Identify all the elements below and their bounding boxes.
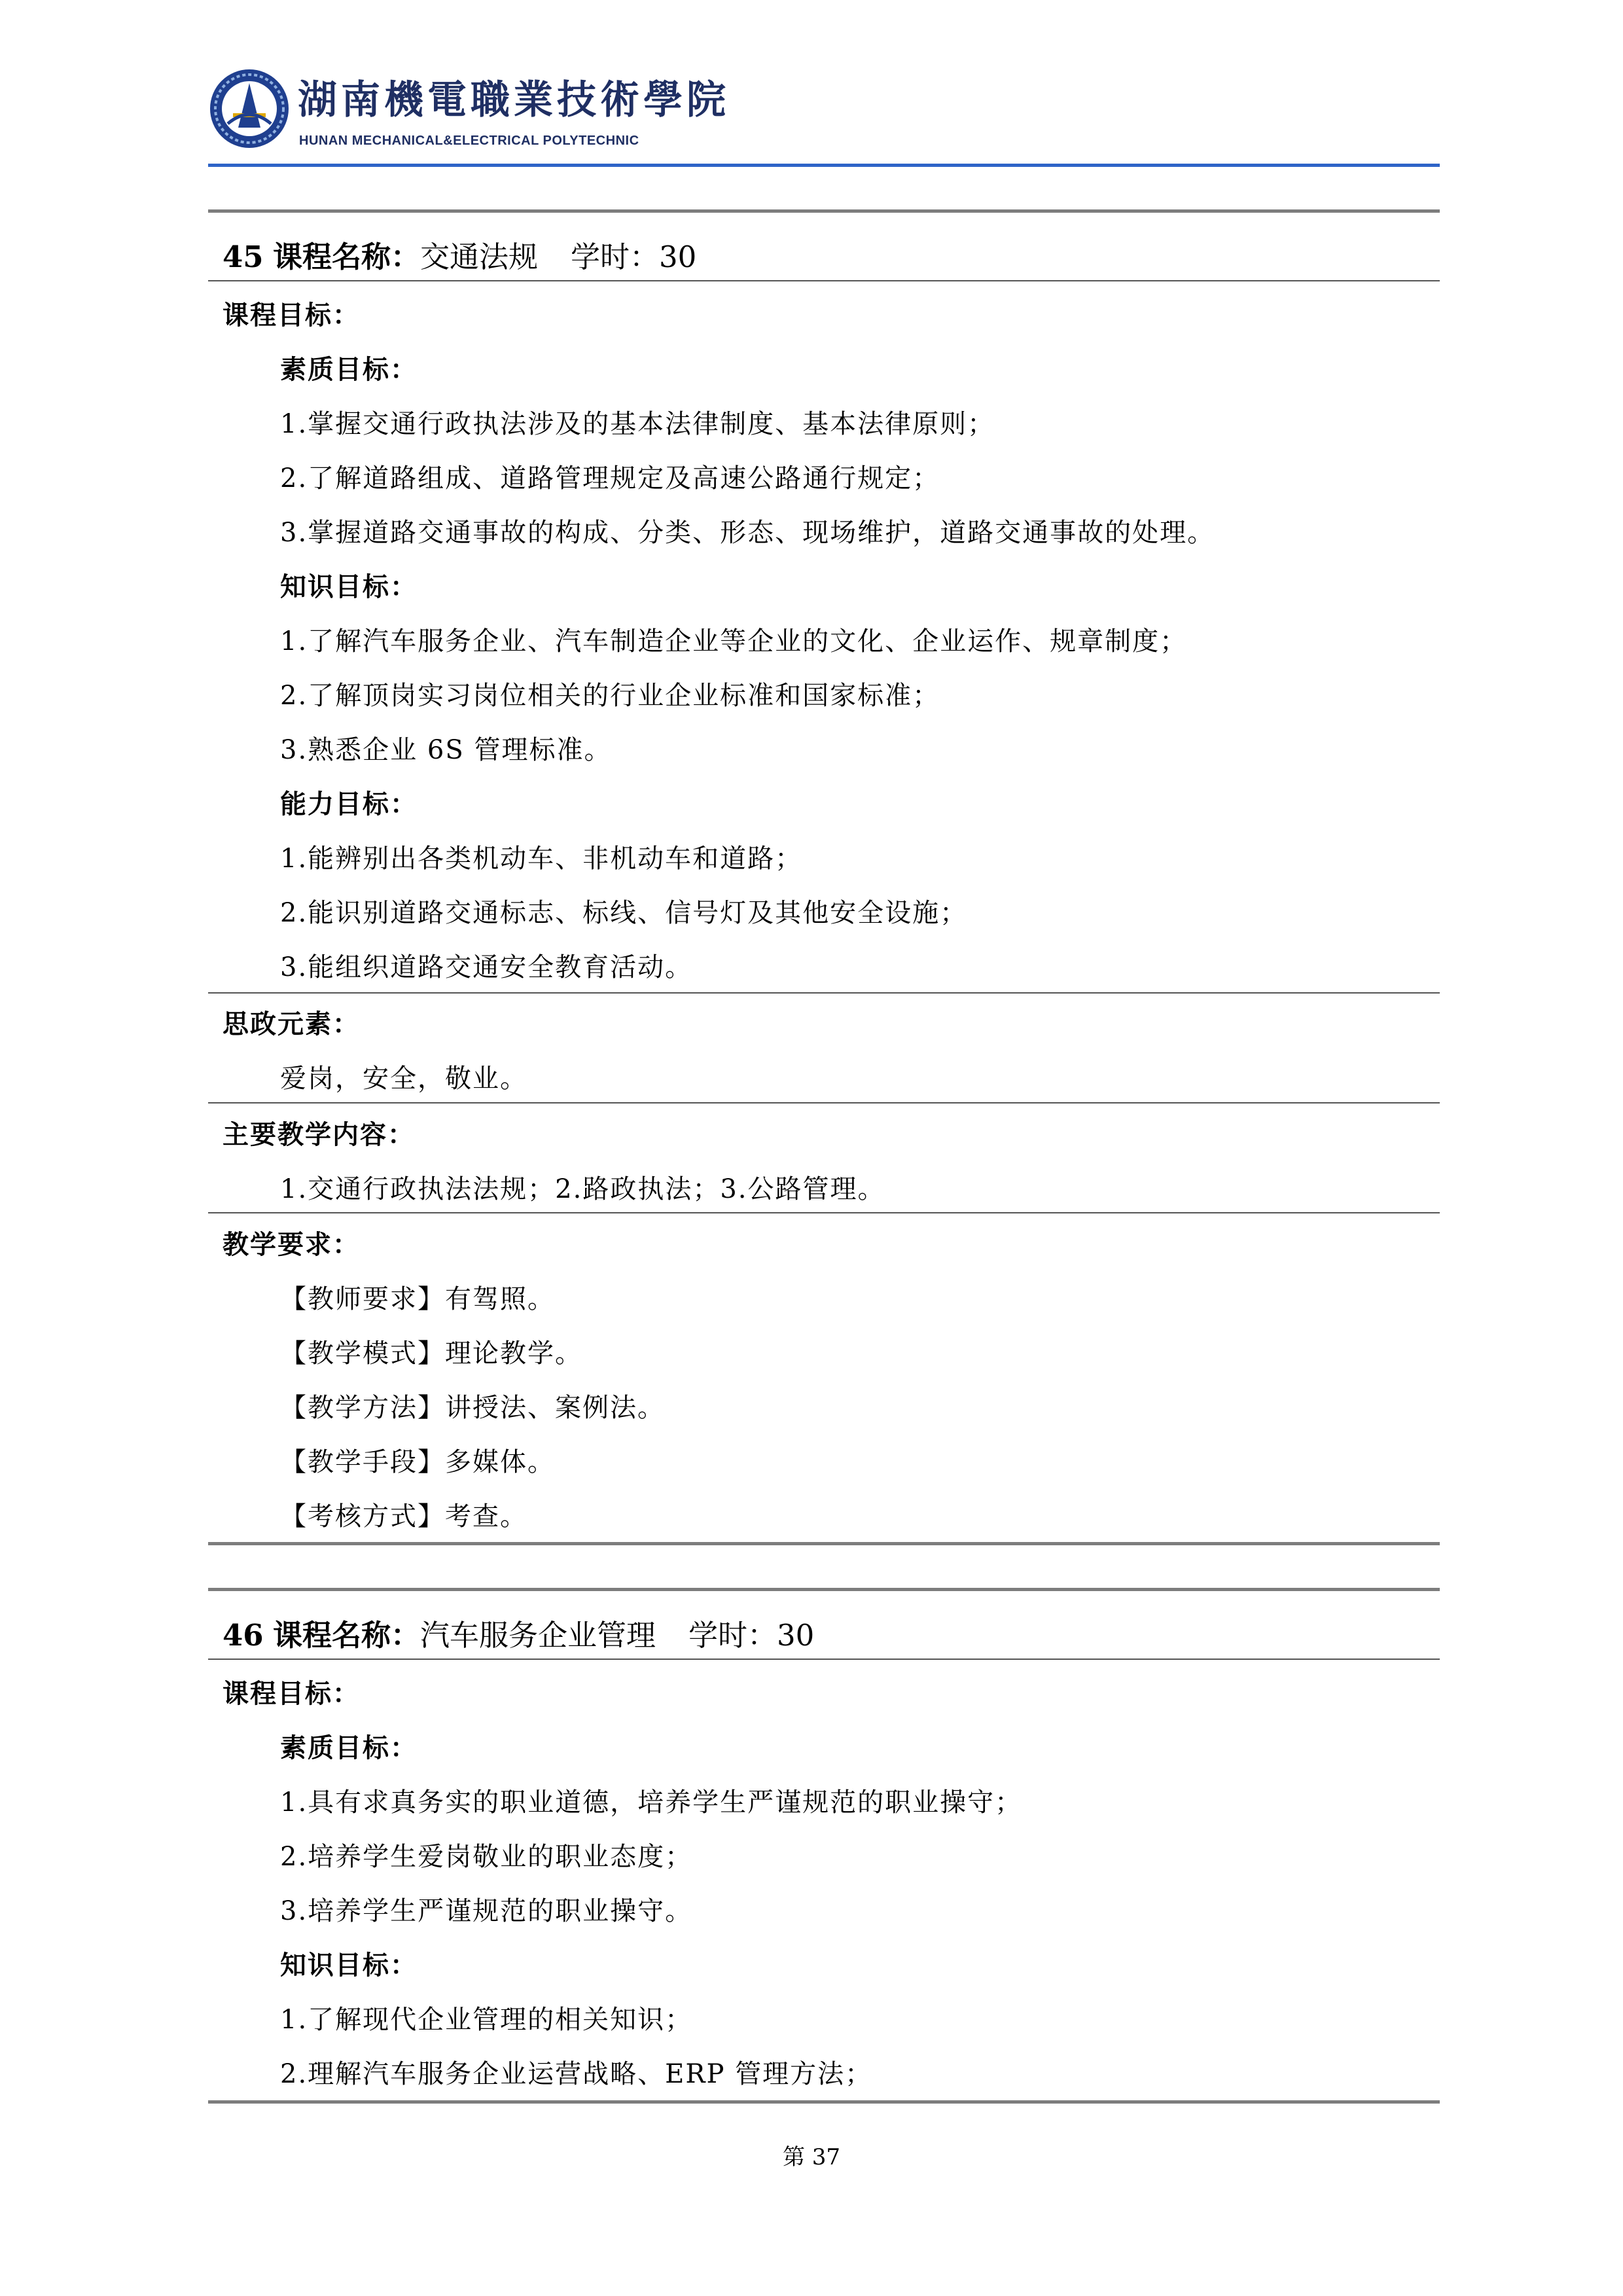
quality-goal-item: 3.掌握道路交通事故的构成、分类、形态、现场维护，道路交通事故的处理。 (280, 518, 1215, 548)
course-name: 汽车服务企业管理 (419, 1618, 656, 1653)
course-name-label: 课程名称： (272, 1618, 420, 1653)
knowledge-goal-item: 2.理解汽车服务企业运营战略、ERP 管理方法； (280, 2059, 873, 2089)
ability-goal-item: 3.能组织道路交通安全教育活动。 (280, 952, 693, 982)
teaching-requirement-item: 【考核方式】考查。 (280, 1501, 527, 1532)
school-name-en: HUNAN MECHANICAL&ELECTRICAL POLYTECHNIC (299, 134, 639, 148)
quality-goal-item: 2.了解道路组成、道路管理规定及高速公路通行规定； (280, 463, 940, 493)
course-bottom-rule (208, 1542, 1440, 1545)
header-rule (208, 164, 1440, 167)
ability-goal-item: 2.能识别道路交通标志、标线、信号灯及其他安全设施； (280, 898, 968, 928)
course-hours-label: 学时： (688, 1618, 777, 1653)
course-number: 45 (223, 240, 264, 274)
course-name: 交通法规 (419, 240, 538, 274)
knowledge-goals-heading: 知识目标： (280, 1950, 418, 1981)
course-name-label: 课程名称： (272, 240, 420, 274)
quality-goal-item: 2.培养学生爱岗敬业的职业态度； (280, 1842, 693, 1872)
school-name-cn: 湖南機電職業技術學院 (298, 77, 730, 123)
page-number: 第 37 (782, 2144, 841, 2170)
section-rule (208, 1102, 1440, 1103)
teaching-requirement-item: 【教学手段】多媒体。 (280, 1447, 555, 1477)
quality-goal-item: 1.具有求真务实的职业道德，培养学生严谨规范的职业操守； (280, 1787, 1023, 1818)
ability-goals-heading: 能力目标： (280, 789, 418, 819)
quality-goal-item: 1.掌握交通行政执法涉及的基本法律制度、基本法律原则； (280, 409, 995, 439)
teaching-requirement-item: 【教师要求】有驾照。 (280, 1284, 555, 1314)
course-goals-heading: 课程目标： (223, 1678, 360, 1709)
quality-goals-heading: 素质目标： (280, 354, 418, 385)
course-bottom-rule (208, 2100, 1440, 2104)
teaching-requirement-item: 【教学方法】讲授法、案例法。 (280, 1393, 665, 1423)
course-top-rule (208, 209, 1440, 213)
course-top-rule (208, 1588, 1440, 1591)
course-goals-heading: 课程目标： (223, 300, 360, 331)
ideology-text: 爱岗，安全，敬业。 (280, 1064, 527, 1094)
knowledge-goal-item: 3.熟悉企业 6S 管理标准。 (280, 735, 612, 765)
course-title-line (223, 234, 696, 280)
teaching-requirements-heading: 教学要求： (223, 1229, 360, 1260)
section-rule (208, 1212, 1440, 1213)
teaching-requirement-item: 【教学模式】理论教学。 (280, 1338, 582, 1369)
ideology-heading: 思政元素： (223, 1009, 360, 1039)
quality-goals-heading: 素质目标： (280, 1732, 418, 1763)
teaching-content-text: 1.交通行政执法法规；2.路政执法；3.公路管理。 (280, 1174, 885, 1204)
section-rule (208, 280, 1440, 281)
knowledge-goals-heading: 知识目标： (280, 571, 418, 602)
knowledge-goal-item: 1.了解汽车服务企业、汽车制造企业等企业的文化、企业运作、规章制度； (280, 626, 1188, 656)
course-number: 46 (223, 1618, 264, 1653)
knowledge-goal-item: 1.了解现代企业管理的相关知识； (280, 2005, 693, 2035)
knowledge-goal-item: 2.了解顶岗实习岗位相关的行业企业标准和国家标准； (280, 681, 940, 711)
course-hours-label: 学时： (570, 240, 659, 274)
ability-goal-item: 1.能辨别出各类机动车、非机动车和道路； (280, 844, 803, 874)
course-hours: 30 (776, 1618, 815, 1653)
section-rule (208, 992, 1440, 994)
course-hours: 30 (658, 240, 697, 274)
teaching-content-heading: 主要教学内容： (223, 1119, 415, 1150)
course-title-line (223, 1613, 814, 1659)
school-emblem-icon (208, 67, 291, 150)
quality-goal-item: 3.培养学生严谨规范的职业操守。 (280, 1896, 693, 1926)
section-rule (208, 1659, 1440, 1660)
